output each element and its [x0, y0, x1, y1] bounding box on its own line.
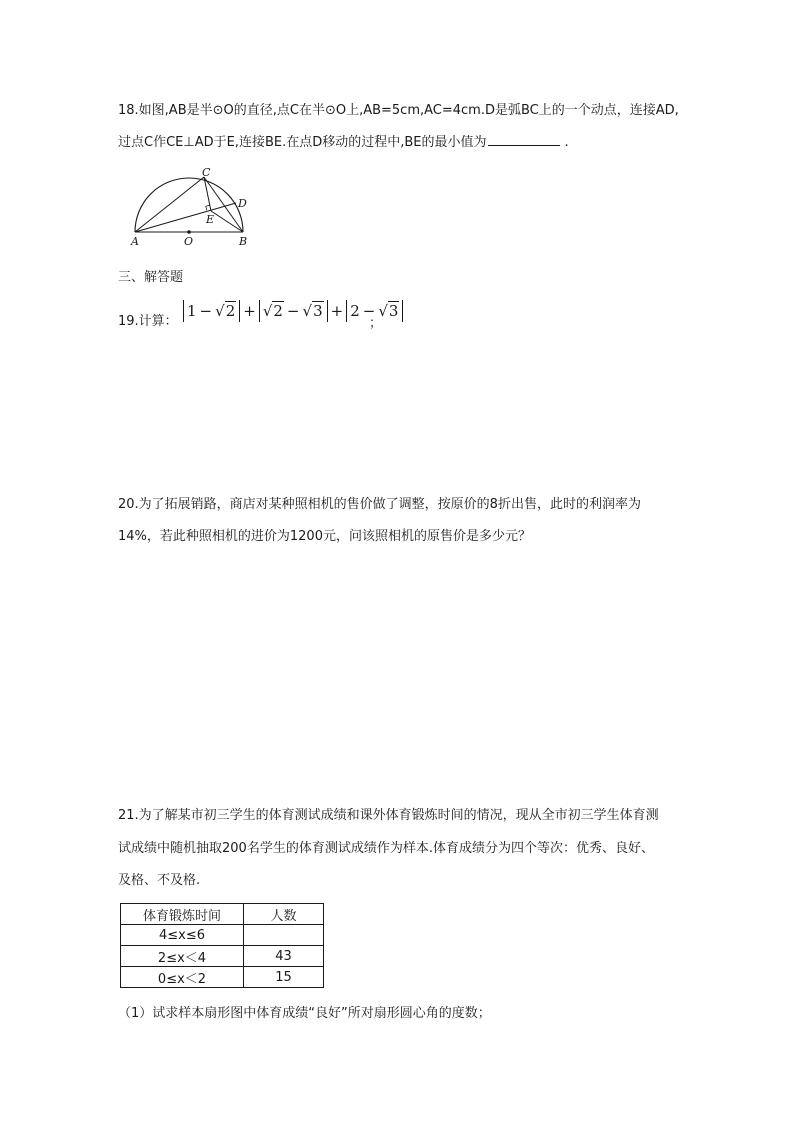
- table-header: 人数: [244, 904, 324, 925]
- q18-line2-end: .: [564, 135, 569, 150]
- table-row: [121, 925, 324, 946]
- label-e: E: [206, 213, 215, 226]
- q20-line2: 14%，若此种照相机的进价为1200元，问该照相机的原售价是多少元？: [118, 529, 531, 544]
- center-point-o: [187, 230, 191, 234]
- answer-blank: [488, 133, 560, 146]
- table-cell: [244, 925, 324, 946]
- label-b: B: [239, 235, 248, 248]
- abs-term-2: √2 − √3: [259, 300, 328, 322]
- semicircle-arc: [135, 178, 243, 232]
- label-o: O: [184, 235, 194, 248]
- table-cell: 4≤x≤6: [121, 925, 244, 946]
- table-cell: 2≤x＜4: [121, 946, 244, 967]
- plus-sign: +: [330, 302, 344, 320]
- table-row: [121, 946, 324, 967]
- semicircle-figure: [120, 165, 270, 250]
- q19-prefix: 19.计算：: [118, 314, 178, 329]
- table-row: [121, 967, 324, 988]
- label-d: D: [238, 197, 247, 210]
- section-heading: 三、解答题: [118, 270, 184, 285]
- q21-line1: 21.为了解某市初三学生的体育测试成绩和课外体育锻炼时间的情况，现从全市初三学生体育测: [118, 808, 659, 823]
- segment-eb: [211, 211, 243, 232]
- q19-suffix: ；: [369, 316, 383, 331]
- label-c: C: [202, 166, 211, 179]
- exercise-time-table: [120, 903, 324, 988]
- plus-sign: +: [243, 302, 256, 320]
- label-a: A: [131, 235, 139, 248]
- table-header: 体育锻炼时间: [121, 904, 244, 925]
- table-cell: 43: [244, 946, 324, 967]
- q20-line1: 20.为了拓展销路，商店对某种照相机的售价做了调整，按原价的8折出售，此时的利润率为: [118, 497, 641, 512]
- table-header-row: [121, 904, 324, 925]
- q21-line2: 试成绩中随机抽取200名学生的体育测试成绩作为样本.体育成绩分为四个等次：优秀、良好、: [118, 841, 654, 856]
- q21-sub1: （1）试求样本扇形图中体育成绩“良好”所对扇形圆心角的度数；: [118, 1006, 491, 1021]
- table-cell: 0≤x＜2: [121, 967, 244, 988]
- q21-line3: 及格、不及格.: [118, 873, 201, 888]
- abs-term-3: 2 − √3: [346, 300, 403, 322]
- abs-term-1: 1 − √2: [183, 300, 240, 322]
- right-angle-mark: [206, 205, 210, 210]
- table-cell: 15: [244, 967, 324, 988]
- q18-line2: [118, 133, 569, 153]
- q18-line2-text: 过点C作CE⊥AD于E,连接BE.在点D移动的过程中,BE的最小值为: [118, 135, 487, 150]
- segment-ac: [135, 177, 204, 232]
- q18-line1: 18.如图,AB是半⊙O的直径,点C在半⊙O上,AB=5cm,AC=4cm.D是弧BC上的一个动点，连接AD,: [118, 103, 679, 118]
